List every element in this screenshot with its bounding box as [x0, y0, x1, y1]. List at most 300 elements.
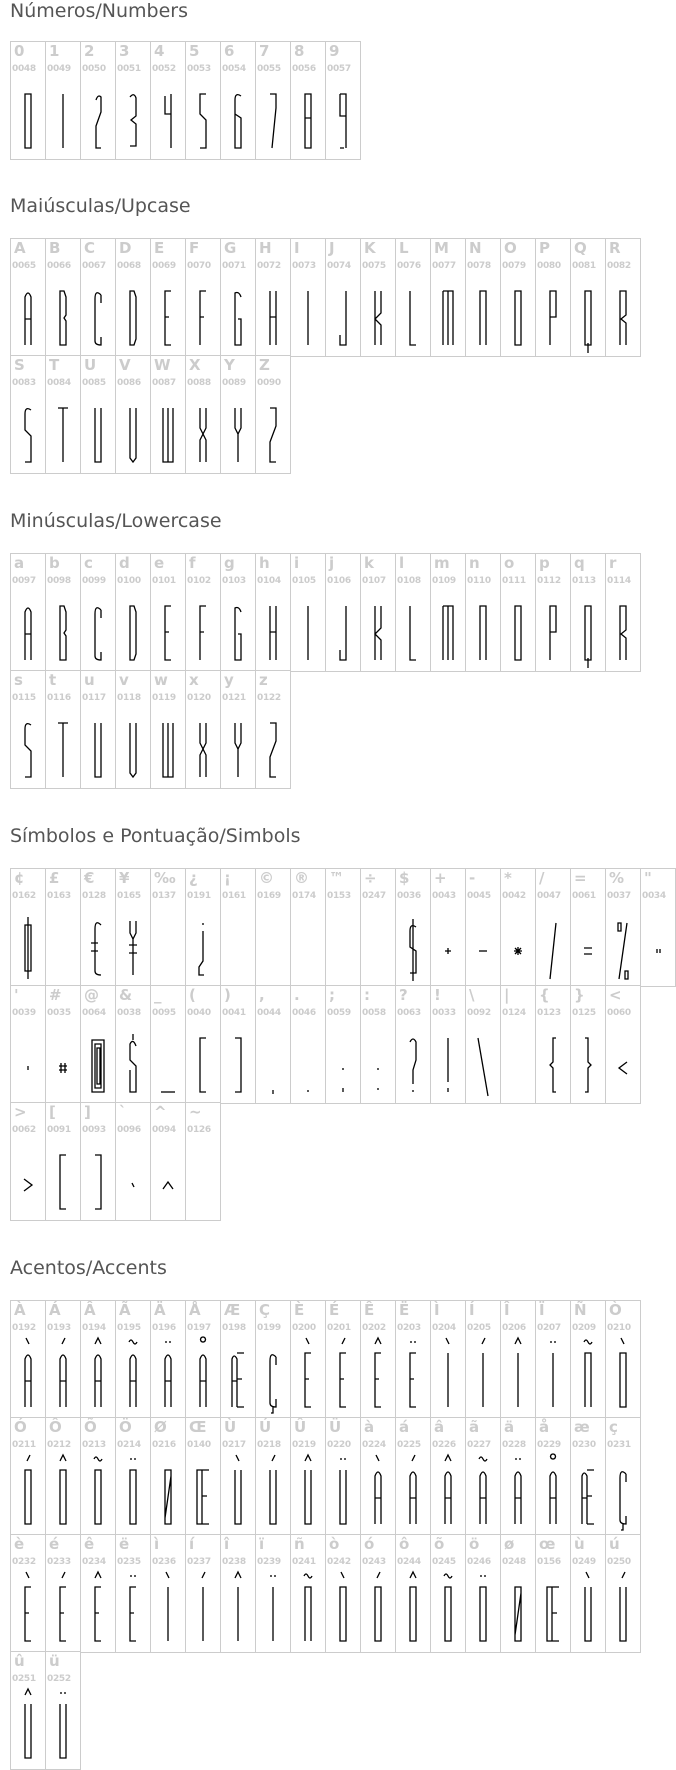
glyph-outline: [130, 606, 136, 660]
accent-mark-grave: [621, 1338, 624, 1344]
glyph-preview-none: [361, 903, 395, 981]
glyph-preview-W: [151, 705, 185, 783]
glyph-cell: [115, 670, 151, 789]
accent-mark-dia: [481, 1575, 485, 1577]
glyph-preview-OE: [186, 1452, 220, 1530]
glyph-character: À: [14, 1301, 26, 1319]
glyph-outline: [480, 1472, 486, 1524]
glyph-preview-W: [151, 390, 185, 468]
glyph-cell: [290, 553, 326, 672]
glyph-character: Ó: [14, 1418, 27, 1436]
glyph-cell: [255, 238, 291, 357]
glyph-character: Q: [574, 239, 587, 257]
glyph-character: Â: [84, 1301, 96, 1319]
glyph-cell: [80, 985, 116, 1104]
section-title-numbers: Números/Numbers: [10, 0, 188, 22]
glyph-code: 0080: [537, 261, 561, 271]
glyph-character: Y: [224, 356, 235, 374]
glyph-character: ÷: [364, 869, 377, 887]
glyph-code: 0100: [117, 576, 141, 586]
glyph-cell: [430, 985, 466, 1104]
glyph-outline: [60, 1704, 66, 1758]
glyph-code: 0224: [362, 1440, 386, 1450]
glyph-cell: [325, 41, 361, 160]
glyph-character: ï: [259, 1535, 265, 1553]
glyph-cell: [10, 553, 46, 672]
glyph-cell: [115, 1417, 151, 1536]
glyph-character: !: [434, 986, 441, 1004]
glyph-code: 0247: [362, 891, 386, 901]
glyph-code: 0109: [432, 576, 456, 586]
glyph-outline: [165, 94, 171, 148]
glyph-cell: [150, 868, 186, 987]
accent-mark-acute: [622, 1572, 625, 1578]
glyph-code: 0192: [12, 1323, 36, 1333]
glyph-cell: [150, 1417, 186, 1536]
glyph-character: +: [434, 869, 447, 887]
accent-mark-circ: [515, 1338, 521, 1344]
glyph-character: Í: [469, 1301, 475, 1319]
glyph-cell: [220, 868, 256, 987]
accent-mark-ring: [551, 1454, 556, 1459]
glyph-preview-excl: [431, 1020, 465, 1098]
accent-mark-circ: [305, 1455, 311, 1461]
glyph-preview-dollar: [396, 903, 430, 981]
glyph-outline: [550, 606, 556, 660]
glyph-outline: [582, 1470, 594, 1524]
glyph-cell: [465, 1300, 501, 1419]
glyph-cell: [500, 1417, 536, 1536]
accent-mark-tilde: [304, 1574, 312, 1578]
glyph-code: 0043: [432, 891, 456, 901]
glyph-outline: [620, 606, 626, 660]
glyph-outline: [95, 1355, 101, 1407]
glyph-cell: [430, 1300, 466, 1419]
glyph-outline: [270, 1355, 276, 1413]
glyph-code: 0214: [117, 1440, 141, 1450]
glyph-outline: [657, 949, 660, 953]
glyph-cell: [535, 1534, 571, 1653]
glyph-code: 0101: [152, 576, 176, 586]
glyph-code: 0239: [257, 1557, 281, 1567]
glyph-character: ò: [329, 1535, 340, 1553]
accent-mark-tilde: [94, 1457, 102, 1461]
glyph-code: 0249: [572, 1557, 596, 1567]
glyph-preview-O: [606, 1335, 640, 1413]
glyph-preview-backslash: [466, 1020, 500, 1098]
glyph-preview-quote: [11, 1020, 45, 1098]
glyph-preview-Q: [571, 588, 605, 666]
glyph-outline: [375, 1587, 381, 1641]
glyph-outline: [340, 1470, 346, 1524]
glyph-cell: [150, 238, 186, 357]
glyph-character: ø: [504, 1535, 515, 1553]
glyph-code: 0232: [12, 1557, 36, 1567]
glyph-preview-greater: [11, 1137, 45, 1215]
glyph-code: 0165: [117, 891, 141, 901]
accent-mark-acute: [27, 1455, 30, 1461]
glyph-outline: [25, 293, 31, 345]
glyph-character: ‰: [154, 869, 176, 887]
glyph-cell: [395, 1534, 431, 1653]
glyph-character: h: [259, 554, 270, 572]
glyph-preview-Y: [221, 705, 255, 783]
glyph-outline: [235, 408, 241, 462]
glyph-code: 0048: [12, 64, 36, 74]
glyph-cell: [80, 238, 116, 357]
glyph-cell: [10, 1417, 46, 1536]
glyph-cell: [605, 1417, 641, 1536]
glyph-preview-P: [536, 588, 570, 666]
glyph-cell: [45, 1300, 81, 1419]
accent-mark-circ: [60, 1455, 66, 1461]
glyph-outline: [200, 408, 206, 462]
glyph-code: 0039: [12, 1008, 36, 1018]
glyph-character: Û: [294, 1418, 307, 1436]
glyph-preview-seven: [256, 76, 290, 154]
glyph-outline: [129, 921, 137, 975]
glyph-character: a: [14, 554, 25, 572]
glyph-outline: [24, 1179, 32, 1191]
glyph-cell: [255, 41, 291, 160]
glyph-outline: [25, 1587, 31, 1641]
glyph-outline: [375, 1472, 381, 1524]
glyph-preview-minus: [466, 903, 500, 981]
glyph-preview-B: [46, 588, 80, 666]
glyph-code: 0211: [12, 1440, 36, 1450]
glyph-character: K: [364, 239, 376, 257]
glyph-preview-AE: [221, 1335, 255, 1413]
glyph-preview-Z: [256, 390, 290, 468]
glyph-preview-D: [116, 273, 150, 351]
glyph-cell: [500, 985, 536, 1104]
glyph-code: 0248: [502, 1557, 526, 1567]
glyph-cell: [220, 985, 256, 1104]
glyph-preview-A: [46, 1335, 80, 1413]
glyph-character: `: [119, 1103, 127, 1121]
glyph-outline: [550, 291, 556, 345]
glyph-preview-A: [501, 1452, 535, 1530]
glyph-code: 0121: [222, 693, 246, 703]
glyph-character: Á: [49, 1301, 61, 1319]
glyph-character: >: [14, 1103, 27, 1121]
glyph-cell: [45, 1534, 81, 1653]
glyph-row: [10, 238, 640, 356]
glyph-character: c: [84, 554, 93, 572]
glyph-outline: [375, 1353, 381, 1407]
section-title-lowercase: Minúsculas/Lowercase: [10, 510, 222, 532]
glyph-character: è: [14, 1535, 25, 1553]
glyph-code: 0065: [12, 261, 36, 271]
accent-mark-circ: [410, 1572, 416, 1578]
glyph-character: w: [154, 671, 168, 689]
glyph-preview-U: [11, 1686, 45, 1764]
glyph-character: Ê: [364, 1301, 375, 1319]
glyph-outline: [25, 1470, 31, 1524]
glyph-cell: [605, 985, 641, 1104]
glyph-cell: [115, 355, 151, 474]
glyph-character: ?: [399, 986, 408, 1004]
glyph-cell: [290, 41, 326, 160]
glyph-character: P: [539, 239, 550, 257]
glyph-preview-E: [361, 1335, 395, 1413]
glyph-cell: [220, 553, 256, 672]
glyph-code: 0083: [12, 378, 36, 388]
glyph-code: 0153: [327, 891, 351, 901]
glyph-preview-dquote: [641, 903, 675, 981]
glyph-cell: [255, 1417, 291, 1536]
glyph-outline: [235, 1038, 241, 1092]
glyph-cell: [290, 1534, 326, 1653]
glyph-code: 0073: [292, 261, 316, 271]
glyph-cell: [185, 985, 221, 1104]
glyph-preview-A: [151, 1335, 185, 1413]
glyph-preview-E: [151, 588, 185, 666]
accent-mark-dia: [271, 1575, 275, 1577]
glyph-character: ]: [84, 1103, 91, 1121]
glyph-character: :: [364, 986, 370, 1004]
glyph-cell: [290, 1300, 326, 1419]
glyph-outline: [200, 723, 206, 777]
accent-mark-circ: [375, 1338, 381, 1344]
glyph-character: t: [49, 671, 57, 689]
glyph-cell: [80, 1102, 116, 1221]
glyph-character: €: [84, 869, 95, 887]
glyph-outline: [95, 723, 101, 777]
glyph-outline: [584, 948, 592, 954]
glyph-character: à: [364, 1418, 375, 1436]
accent-mark-tilde: [444, 1574, 452, 1578]
glyph-character: C: [84, 239, 96, 257]
glyph-character: S: [14, 356, 25, 374]
glyph-cell: [185, 868, 221, 987]
section-title-upcase: Maiúsculas/Upcase: [10, 195, 191, 217]
glyph-cell: [10, 985, 46, 1104]
glyph-character: m: [434, 554, 450, 572]
glyph-preview-O: [466, 1569, 500, 1647]
glyph-preview-caret: [151, 1137, 185, 1215]
glyph-preview-N: [291, 1569, 325, 1647]
glyph-cell: [430, 1534, 466, 1653]
glyph-character: p: [539, 554, 550, 572]
glyph-outline: [410, 1587, 416, 1641]
glyph-character: Õ: [84, 1418, 97, 1436]
glyph-row: [10, 1417, 640, 1535]
glyph-cell: [360, 1417, 396, 1536]
glyph-outline: [91, 923, 101, 975]
glyph-cell: [290, 238, 326, 357]
glyph-preview-comma: [256, 1020, 290, 1098]
glyph-preview-euro: [81, 903, 115, 981]
glyph-code: 0099: [82, 576, 106, 586]
glyph-outline: [515, 1472, 521, 1524]
glyph-preview-question: [396, 1020, 430, 1098]
glyph-outline: [163, 408, 173, 462]
glyph-character: ': [14, 986, 19, 1004]
accent-mark-circ: [95, 1572, 101, 1578]
glyph-outline: [410, 1353, 416, 1407]
glyph-preview-A: [11, 1335, 45, 1413]
glyph-code: 0194: [82, 1323, 106, 1333]
glyph-outline: [165, 291, 171, 345]
glyph-cell: [605, 238, 641, 357]
glyph-preview-cent: [11, 903, 45, 981]
glyph-character: õ: [434, 1535, 445, 1553]
glyph-preview-A: [116, 1335, 150, 1413]
glyph-outline: [619, 1062, 627, 1074]
glyph-code: 0111: [502, 576, 526, 586]
glyph-cell: [430, 1417, 466, 1536]
glyph-preview-E: [396, 1335, 430, 1413]
glyph-character: @: [84, 986, 99, 1004]
glyph-code: 0238: [222, 1557, 246, 1567]
glyph-outline: [340, 606, 346, 660]
glyph-character: [: [49, 1103, 56, 1121]
glyph-character: e: [154, 554, 165, 572]
glyph-preview-I: [536, 1335, 570, 1413]
glyph-cell: [45, 670, 81, 789]
glyph-outline: [25, 608, 31, 660]
glyph-character: T: [49, 356, 60, 374]
glyph-preview-O: [431, 1569, 465, 1647]
accent-mark-grave: [376, 1455, 379, 1461]
glyph-preview-I: [466, 1335, 500, 1413]
glyph-character: 8: [294, 42, 305, 60]
glyph-outline: [165, 606, 171, 660]
glyph-preview-T: [46, 705, 80, 783]
glyph-preview-three: [116, 76, 150, 154]
glyph-outline: [375, 606, 381, 660]
glyph-preview-I: [151, 1569, 185, 1647]
glyph-outline: [445, 1472, 451, 1524]
glyph-outline: [547, 1587, 559, 1641]
glyph-code: 0075: [362, 261, 386, 271]
glyph-code: 0054: [222, 64, 246, 74]
glyph-cell: [45, 41, 81, 160]
glyph-code: 0068: [117, 261, 141, 271]
glyph-preview-Oslash: [501, 1569, 535, 1647]
glyph-code: 0070: [187, 261, 211, 271]
glyph-code: 0072: [257, 261, 281, 271]
glyph-character: Z: [259, 356, 270, 374]
glyph-cell: [640, 868, 676, 987]
glyph-code: 0219: [292, 1440, 316, 1450]
glyph-code: 0045: [467, 891, 491, 901]
glyph-code: 0098: [47, 576, 71, 586]
glyph-outline: [620, 291, 626, 345]
glyph-code: 0095: [152, 1008, 176, 1018]
glyph-character: ;: [329, 986, 335, 1004]
glyph-code: 0216: [152, 1440, 176, 1450]
glyph-cell: [570, 1300, 606, 1419]
glyph-character: ": [644, 869, 652, 887]
glyph-cell: [185, 1300, 221, 1419]
accent-mark-dia: [516, 1458, 520, 1460]
glyph-outline: [410, 606, 416, 660]
glyph-preview-I: [501, 1335, 535, 1413]
glyph-character: ¿: [189, 869, 198, 887]
accent-mark-acute: [62, 1338, 65, 1344]
glyph-character: á: [399, 1418, 410, 1436]
glyph-code: 0206: [502, 1323, 526, 1333]
glyph-cell: [325, 1417, 361, 1536]
glyph-character: .: [294, 986, 300, 1004]
glyph-outline: [515, 291, 521, 345]
glyph-preview-U: [571, 1569, 605, 1647]
glyph-code: 0126: [187, 1125, 211, 1135]
glyph-character: ì: [154, 1535, 160, 1553]
glyph-cell: [45, 553, 81, 672]
glyph-character: =: [574, 869, 587, 887]
glyph-code: 0128: [82, 891, 106, 901]
glyph-preview-A: [431, 1452, 465, 1530]
glyph-outline: [232, 1353, 244, 1407]
glyph-character: ^: [154, 1103, 167, 1121]
glyph-character: Ø: [154, 1418, 167, 1436]
glyph-code: 0201: [327, 1323, 351, 1333]
glyph-outline: [305, 1353, 311, 1407]
glyph-preview-P: [536, 273, 570, 351]
glyph-preview-C: [81, 273, 115, 351]
glyph-code: 0092: [467, 1008, 491, 1018]
glyph-preview-O: [11, 1452, 45, 1530]
glyph-outline: [130, 1587, 136, 1641]
glyph-code: 0226: [432, 1440, 456, 1450]
glyph-code: 0228: [502, 1440, 526, 1450]
glyph-cell: [570, 238, 606, 357]
glyph-outline: [95, 608, 101, 660]
glyph-code: 0077: [432, 261, 456, 271]
glyph-outline: [163, 723, 173, 777]
glyph-preview-I: [221, 1569, 255, 1647]
glyph-preview-J: [326, 588, 360, 666]
glyph-preview-lbrace: [536, 1020, 570, 1098]
glyph-character: Ã: [119, 1301, 131, 1319]
glyph-code: 0108: [397, 576, 421, 586]
glyph-code: 0251: [12, 1674, 36, 1684]
glyph-outline: [550, 1038, 556, 1092]
glyph-preview-E: [291, 1335, 325, 1413]
glyph-character: Æ: [224, 1301, 241, 1319]
glyph-character: \: [469, 986, 475, 1004]
glyph-code: 0156: [537, 1557, 561, 1567]
glyph-preview-N: [466, 273, 500, 351]
glyph-code: 0191: [187, 891, 211, 901]
glyph-code: 0050: [82, 64, 106, 74]
glyph-character: ö: [469, 1535, 480, 1553]
glyph-cell: [115, 41, 151, 160]
glyph-cell: [185, 553, 221, 672]
glyph-code: 0120: [187, 693, 211, 703]
glyph-row: [10, 355, 290, 473]
glyph-character: ë: [119, 1535, 130, 1553]
glyph-preview-none: [501, 1020, 535, 1098]
glyph-cell: [10, 1300, 46, 1419]
glyph-code: 0237: [187, 1557, 211, 1567]
glyph-cell: [290, 1417, 326, 1536]
accent-mark-acute: [412, 1455, 415, 1461]
glyph-code: 0209: [572, 1323, 596, 1333]
glyph-preview-semi: [326, 1020, 360, 1098]
glyph-cell: [570, 985, 606, 1104]
accent-mark-circ: [235, 1572, 241, 1578]
glyph-row: [10, 868, 675, 986]
glyph-code: 0234: [82, 1557, 106, 1567]
glyph-code: 0230: [572, 1440, 596, 1450]
glyph-code: 0093: [82, 1125, 106, 1135]
glyph-character: ü: [49, 1652, 60, 1670]
glyph-cell: [325, 1534, 361, 1653]
